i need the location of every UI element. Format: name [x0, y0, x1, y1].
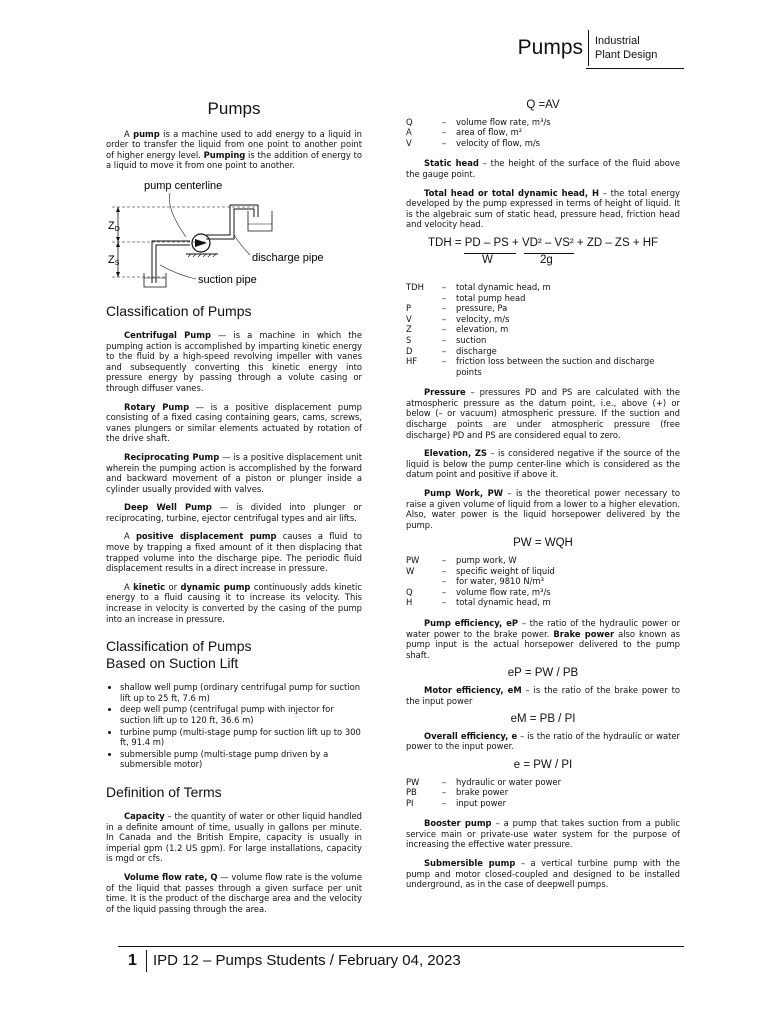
variable-row: – total pump head [442, 292, 526, 303]
document-title: Pumps [207, 99, 261, 118]
equation-ep: eP = PW / PB [507, 667, 579, 680]
variable-row: PW – hydraulic or water power [406, 776, 562, 787]
class-centrifugal: Centrifugal Pump — is a machine in which the pumping action is accomplished by imparting kinetic energy to the fluid by a high-speed revolving impeller with vanes and subsequently converting this kinetic energy into pressure energy by passing through a volute casing or through diffuser vanes. [106, 329, 362, 393]
volume-flow-paragraph: Volume flow rate, Q — volume flow rate is the volume of the liquid that passes through a given surface per unit time. It is the product of the discharge area and the velocity of the liquid passing through the area. [106, 871, 362, 914]
list-item: • deep well pump (centrifugal pump with injector for suction lift up to 120 ft, 36.6 m) [120, 704, 362, 725]
variable-row: S – suction [406, 334, 487, 345]
suction-leader [160, 265, 196, 279]
tdh-denominator-w: W [482, 253, 493, 266]
variable-row: H – total dynamic head, m [406, 597, 551, 608]
total-head-paragraph: Total head or total dynamic head, H – the total energy developed by the pump expressed in terms of height of liquid. It is the algebraic sum of static head, pressure head, friction head and velocity head. [406, 187, 680, 230]
e-variables [406, 777, 680, 809]
pw-variables [406, 555, 680, 608]
left-column [106, 100, 362, 922]
pump-diagram-svg [106, 179, 362, 289]
variable-row: Q – volume flow rate, m³/s [406, 116, 551, 127]
heading-classification: Classification of Pumps [106, 302, 252, 319]
pump-impeller [195, 239, 207, 247]
overall-efficiency-paragraph: Overall efficiency, e – is the ratio of the hydraulic or water power to the input power. [406, 730, 681, 752]
variable-row: V – velocity of flow, m/s [406, 137, 541, 148]
arrow-head [116, 272, 120, 277]
list-item: • shallow well pump (ordinary centrifugal pump for suction lift up to 25 ft, 7.6 m) [120, 682, 362, 703]
variable-row: D – discharge [406, 345, 497, 356]
term-pump: pump [133, 128, 160, 139]
intro-paragraph [106, 129, 362, 171]
tdh-numerator: TDH = PD – PS + VD² – VS² + ZD – ZS + HF [428, 236, 659, 249]
variable-row: A – area of flow, m² [406, 127, 523, 138]
intro-text-c: is the addition of energy to a liquid to move it from one point to another. [106, 149, 362, 171]
variable-row: HF – friction loss between the suction and discharge points [406, 356, 655, 377]
equation-em: eM = PB / PI [510, 713, 576, 726]
variable-row: V – velocity, m/s [406, 313, 510, 324]
footer-divider [146, 950, 147, 972]
pressure-paragraph: Pressure – pressures PD and PS are calculated with the atmospheric pressure as the datum point, i.e., above (+) or below (– or vacuum) atmospheric pressure. If the suction and discharge points are under atmospheric pressure (free discharge) PD and PS are considered equal to zero. [406, 387, 680, 440]
right-column [406, 94, 680, 898]
static-head-paragraph: Static head – the height of the surface of the fluid above the gauge point. [406, 158, 680, 179]
q-variables [406, 117, 680, 149]
pump-work-paragraph: Pump Work, PW – is the theoretical power necessary to raise a given volume of liquid from a lower to a higher elevation. Also, water power is the liquid horsepower delivered by the pump. [406, 488, 680, 530]
discharge-leader [234, 235, 250, 255]
label-discharge-pipe: discharge pipe [252, 251, 324, 264]
variable-row: Z – elevation, m [406, 324, 509, 335]
header-title: Pumps [517, 36, 583, 59]
term-pumping: Pumping [203, 149, 246, 160]
label-suction-pipe: suction pipe [198, 273, 257, 286]
page-number: 1 [128, 952, 137, 969]
centerline-leader [169, 193, 186, 237]
submersible-pump-paragraph: Submersible pump – a vertical turbine pump with the pump and motor closed-coupled and designed to be installed underground, as in the case of deepwell pumps. [406, 858, 680, 890]
tdh-variables [406, 282, 680, 377]
label-zs: ZS [108, 253, 120, 267]
suction-tank [144, 273, 166, 287]
equation-pw: PW = WQH [513, 537, 573, 550]
variable-row: Q – volume flow rate, m³/s [406, 586, 551, 597]
variable-row: PI – input power [406, 797, 507, 808]
positive-displacement-paragraph: A positive displacement pump causes a fluid to move by trapping a fixed amount of it then displacing that trapped volume into the discharge pipe. The periodic fluid displacement results in a direct increase in pressure. [106, 531, 363, 574]
variable-row: P – pressure, Pa [406, 303, 508, 314]
capacity-paragraph: Capacity – the quantity of water or other liquid handled in a definite amount of time, usually in gallons per minute. In Canada and the British Empire, capacity is usually in imperial gpm (1.2 US gpm). For large installations, capacity is mgd or cfs. [106, 810, 362, 864]
header-subtitle-line1: Industrial [595, 35, 640, 47]
heading-classification-lift: Classification of Pumps Based on Suction Lift [106, 638, 252, 672]
header-rule [586, 68, 684, 69]
label-pump-centerline: pump centerline [144, 179, 223, 192]
class-reciprocating: Reciprocating Pump — is a positive displacement unit wherein the pumping action is accomplished by the forward and backward movement of a piston or plunger inside a cylinder usually provided with valves. [106, 451, 362, 494]
label-zd: ZD [108, 219, 120, 233]
tdh-denominator-2g: 2g [540, 253, 553, 266]
variable-row: TDH – total dynamic head, m [406, 281, 551, 292]
arrow-head [116, 237, 120, 242]
variable-row: PW – pump work, W [406, 555, 517, 565]
header-subtitle [595, 34, 657, 62]
equation-e: e = PW / PI [513, 758, 573, 771]
variable-row: W – specific weight of liquid [406, 565, 555, 576]
motor-efficiency-paragraph: Motor efficiency, eM – is the ratio of the brake power to the input power [406, 684, 680, 706]
variable-row: – for water, 9810 N/m³ [442, 576, 544, 587]
discharge-tank [248, 211, 272, 231]
footer-rule [118, 946, 684, 947]
intro-text-b: is a machine used to add energy to a liquid in order to transfer the liquid from one point to another point of higher energy level. [106, 128, 362, 160]
kinetic-paragraph: A kinetic or dynamic pump continuously adds kinetic energy to a fluid causing it to increase its velocity. This increase in velocity is converted by the casing of the pump into an increase in pressure. [106, 581, 362, 624]
pump-efficiency-paragraph: Pump efficiency, eP – the ratio of the hydraulic power or water power to the brake power. Brake power also known as pump input is the actual horsepower delivered to the pump shaft. [406, 617, 680, 660]
arrow-head [116, 242, 120, 247]
intro-text-a: A [124, 128, 134, 139]
variable-row: PB – brake power [406, 787, 509, 798]
booster-pump-paragraph: Booster pump – a pump that takes suction from a public service main or private-use water system for the purpose of increasing the effective water pressure. [406, 818, 680, 850]
header-divider [588, 30, 589, 66]
list-item: • turbine pump (multi-stage pump for suction lift up to 300 ft, 91.4 m) [120, 727, 362, 748]
equation-q: Q =AV [526, 99, 560, 111]
equation-tdh [406, 238, 680, 274]
list-item: • submersible pump (multi-stage pump driven by a submersible motor) [120, 749, 362, 770]
header-subtitle-line2: Plant Design [595, 49, 658, 61]
class-rotary: Rotary Pump — is a positive displacement pump consisting of a fixed casing containing gears, cams, screws, vanes plungers or similar elements actuated by rotation of the drive shaft. [106, 401, 362, 444]
suction-lift-list [106, 682, 362, 770]
footer-text: IPD 12 – Pumps Students / February 04, 2023 [153, 952, 461, 969]
suction-pipe-line [156, 245, 190, 283]
arrow-head [116, 207, 120, 212]
pump-diagram [106, 179, 362, 289]
heading-definition: Definition of Terms [106, 783, 222, 800]
elevation-paragraph: Elevation, ZS – is considered negative if the source of the liquid is below the pump center-line which is considered as the datum point and positive if above it. [406, 448, 680, 480]
class-deep-well: Deep Well Pump — is divided into plunger or reciprocating, turbine, ejector centrifugal types and air lifts. [106, 502, 362, 523]
